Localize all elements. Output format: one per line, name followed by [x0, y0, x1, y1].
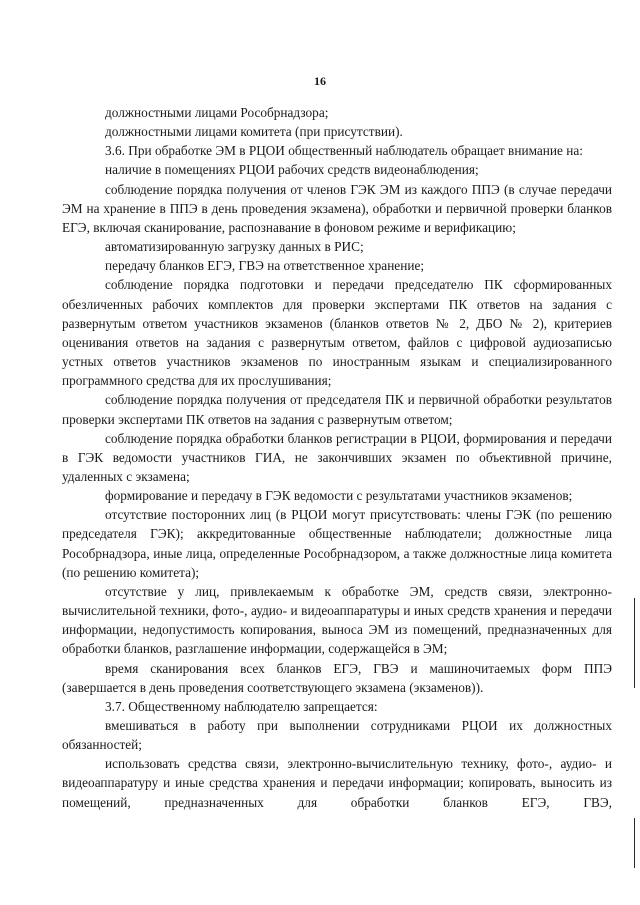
- paragraph: отсутствие посторонних лиц (в РЦОИ могут присутствовать: члены ГЭК (по решению председателя ГЭК); аккредитованные общественные наблюдатели; должностные лица Рособрнадзора, иные лица, определенные Рособрнадзором, а также должностные лица комитета (по решению комитета);: [62, 507, 612, 580]
- document-body: [62, 103, 612, 812]
- paragraph: соблюдение порядка получения от председателя ПК и первичной обработки результатов проверки экспертами ПК ответов на задания с развернутым ответом;: [62, 392, 612, 427]
- paragraph: 3.7. Общественному наблюдателю запрещается:: [105, 698, 378, 714]
- page-number: 16: [314, 74, 326, 88]
- paragraph: 3.6. При обработке ЭМ в РЦОИ общественный наблюдатель обращает внимание на:: [105, 143, 583, 159]
- paragraph: передачу бланков ЕГЭ, ГВЭ на ответственное хранение;: [105, 258, 425, 274]
- paragraph: должностными лицами Рособрнадзора;: [105, 105, 329, 120]
- paragraph: автоматизированную загрузку данных в РИС;: [105, 239, 364, 255]
- paragraph: соблюдение порядка подготовки и передачи председателю ПК сформированных обезличенных рабочих комплектов для проверки экспертами ПК ответов на задания с развернутым ответом участников экзаменов (бланков ответов № 2, ДБО № 2), критериев оценивания ответов на задания с развернутым ответом, файлов с цифровой аудиозаписью устных ответов участников экзаменов по иностранным языкам и специализированного программного средства для их прослушивания;: [62, 277, 612, 389]
- paragraph: формирование и передачу в ГЭК ведомости с результатами участников экзаменов;: [105, 488, 573, 504]
- paragraph: наличие в помещениях РЦОИ рабочих средств видеонаблюдения;: [105, 162, 479, 178]
- paragraph: вмешиваться в работу при выполнении сотрудниками РЦОИ их должностных обязанностей;: [62, 718, 612, 753]
- scan-edge-mark: [634, 818, 635, 868]
- paragraph: соблюдение порядка получения от членов ГЭК ЭМ из каждого ППЭ (в случае передачи ЭМ на хранение в ППЭ в день проведения экзамена), обработки и первичной проверки бланков ЕГЭ, включая сканирование, распознавание в фоновом режиме и верификацию;: [62, 181, 612, 235]
- paragraph: время сканирования всех бланков ЕГЭ, ГВЭ и машиночитаемых форм ППЭ (завершается в день проведения соответствующего экзамена (экзаменов)).: [62, 660, 612, 695]
- paragraph: использовать средства связи, электронно-вычислительную технику, фото-, аудио- и видеоаппаратуру и иные средства хранения и передачи информации; копировать, выносить из помещений, предназначенных для обработки бланков ЕГЭ, ГВЭ,: [62, 756, 612, 810]
- paragraph: отсутствие у лиц, привлекаемым к обработке ЭМ, средств связи, электронно-вычислительной техники, фото-, аудио- и видеоаппаратуры и иных средств хранения и передачи информации, недопустимость копирования, выноса ЭМ из помещений, предназначенных для обработки бланков, разглашение информации, содержащейся в ЭМ;: [62, 583, 612, 657]
- scan-edge-mark: [634, 598, 635, 688]
- paragraph: должностными лицами комитета (при присутствии).: [105, 124, 403, 140]
- paragraph: соблюдение порядка обработки бланков регистрации в РЦОИ, формирования и передачи в ГЭК ведомости участников ГИА, не закончивших экзамен по объективной причине, удаленных с экзамена;: [62, 430, 612, 484]
